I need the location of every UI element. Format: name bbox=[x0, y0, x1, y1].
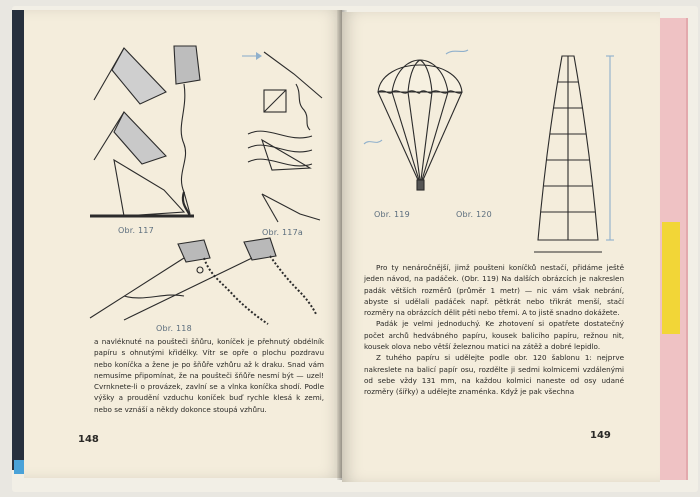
caption-fig-120: Obr. 120 bbox=[456, 210, 492, 219]
caption-fig-119: Obr. 119 bbox=[374, 210, 410, 219]
caption-fig-118: Obr. 118 bbox=[156, 324, 192, 333]
left-page bbox=[24, 10, 342, 478]
figure-119-illustration bbox=[362, 48, 472, 198]
right-page bbox=[342, 12, 660, 482]
figure-117a-illustration bbox=[242, 44, 332, 224]
right-paragraph-1: Pro ty nenáročnější, jimž poušteni koníčků nestačí, přidáme ještě jeden návod, na padáček. (Obr. 119) Na dalších obrázcích je nakreslen padák větších rozměrů (průměr 1 metr) — nic vám však nebrání, abyste si udělali padáček např. pětkrát nebo třikrát menší, stačí rozměry na obrázcích dělit pěti nebo třemi. A to jistě snadno dokážete. bbox=[364, 263, 624, 318]
caption-fig-117a: Obr. 117a bbox=[262, 228, 303, 237]
caption-fig-117: Obr. 117 bbox=[118, 226, 154, 235]
page-number-left: 148 bbox=[78, 434, 99, 445]
figure-117-illustration bbox=[84, 40, 214, 230]
right-page-body-text bbox=[364, 262, 624, 398]
figure-118-illustration bbox=[84, 236, 324, 336]
figure-120-illustration bbox=[522, 52, 632, 252]
left-paragraph-1: a navléknuté na poušteči šňůru, koníček je přehnutý obdélník papíru s ohnutými křidélky. Vítr se opře o plochu pozdravu nebo koníčka a žene je po šňůře vzhůru až k draku. Snad vám nemusíme připomínat, že na poušteči šňůře nesmí být — uzel! Cvrnknete-li o provázek, zavlní se a vlnka koníčka shodí. Podle výšky a proudění vzduchu koníček buď rychle klesá k zemi, nebo se vznáší a někdy dokonce stoupá vzhůru. bbox=[94, 337, 324, 414]
left-page-body-text bbox=[94, 336, 324, 415]
right-paragraph-2: Padák je velmi jednoduchý. Ke zhotovení si opatřete dostatečný počet archů hedvábného papíru, kousek balicího papíru, režnou nit, kousek olova nebo větší železnou matici na zátěž a dobré lepidlo. bbox=[364, 319, 624, 352]
page-number-right: 149 bbox=[590, 430, 611, 441]
bookmark-tab bbox=[662, 222, 680, 334]
right-paragraph-3: Z tuhého papíru si udělejte podle obr. 120 šablonu 1: nejprve nakreslete na balicí papír osu, rozdělte ji sedmi kolmicemi vzdálenými od sebe vždy 131 mm, na každou kolmici naneste od osy udané rozměry (šířky) a udělejte znaménka. Když je pak všechna bbox=[364, 353, 624, 397]
